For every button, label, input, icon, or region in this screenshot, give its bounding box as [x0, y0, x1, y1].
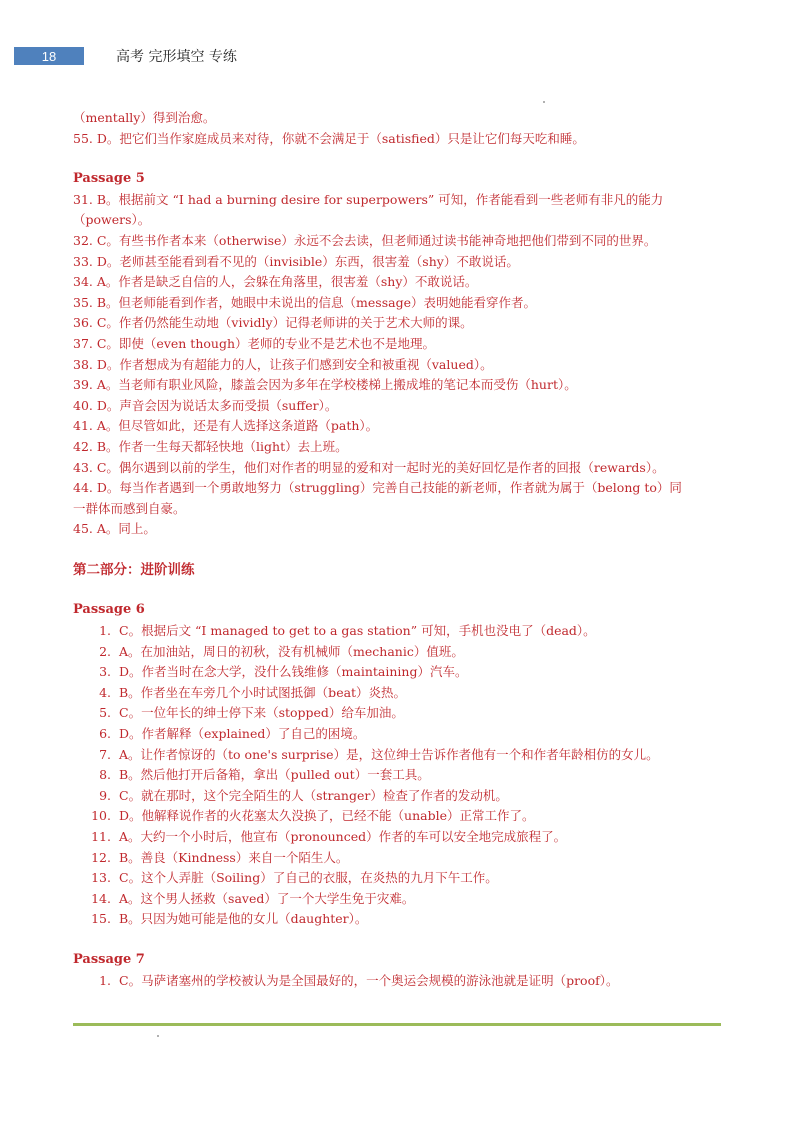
footer-divider [73, 1023, 721, 1026]
answer-item [73, 971, 733, 992]
item-text: A。让作者惊讶的（to one's surprise）是，这位绅士告诉作者他有一个和作者年龄相仿的女儿。 [119, 746, 659, 762]
item-number: 8. [99, 767, 111, 783]
answer-item [73, 827, 733, 848]
answer-item [73, 889, 733, 910]
decorative-dot [543, 101, 545, 103]
page-number-badge [14, 47, 84, 65]
item-text: A。这个男人拯救（saved）了一个大学生免于灾难。 [119, 890, 415, 906]
item-text: C。就在那时，这个完全陌生的人（stranger）检查了作者的发动机。 [119, 787, 508, 803]
answer-item [73, 786, 733, 807]
passage-5-heading: Passage 5 [73, 171, 145, 187]
answer-content [73, 108, 733, 991]
item-number: 2. [99, 643, 111, 659]
answer-line: 44. D。每当作者遇到一个勇敢地努力（struggling）完善自己技能的新老师，作者就为属于（belong to）同 [73, 480, 682, 496]
text-line: （mentally）得到治愈。 [73, 110, 216, 125]
answer-line: 34. A。作者是缺乏自信的人，会躲在角落里，很害羞（shy）不敢说话。 [73, 274, 478, 290]
answer-item [73, 683, 733, 704]
answer-item [73, 909, 733, 930]
answer-item [73, 621, 733, 642]
item-text: D。他解释说作者的火花塞太久没换了，已经不能（unable）正常工作了。 [119, 808, 535, 824]
answer-line: 37. C。即使（even though）老师的专业不是艺术也不是地理。 [73, 335, 436, 351]
item-text: C。这个人弄脏（Soiling）了自己的衣服，在炎热的九月下午工作。 [119, 870, 498, 886]
passage-7-list [73, 971, 733, 992]
answer-item [73, 662, 733, 683]
item-number: 6. [99, 726, 111, 742]
answer-item [73, 724, 733, 745]
answer-item [73, 745, 733, 766]
answer-line: 42. B。作者一生每天都轻快地（light）去上班。 [73, 438, 348, 454]
header-title: 高考 完形填空 专练 [116, 49, 237, 65]
answer-line: 39. A。当老师有职业风险，膝盖会因为多年在学校楼梯上搬成堆的笔记本而受伤（hurt）。 [73, 377, 577, 393]
answer-line: 一群体而感到自豪。 [73, 500, 186, 516]
answer-line: 33. D。老师甚至能看到看不见的（invisible）东西，很害羞（shy）不敢说话。 [73, 253, 519, 269]
item-number: 14. [91, 890, 111, 906]
item-text: B。然后他打开后备箱，拿出（pulled out）一套工具。 [119, 767, 430, 783]
item-number: 13. [91, 870, 111, 886]
answer-line: 36. C。作者仍然能生动地（vividly）记得老师讲的关于艺术大师的课。 [73, 315, 473, 331]
item-number: 9. [99, 787, 111, 803]
item-number: 11. [91, 829, 111, 844]
item-text: D。作者当时在念大学，没什么钱维修（maintaining）汽车。 [119, 664, 468, 680]
answer-line: 40. D。声音会因为说话太多而受损（suffer）。 [73, 397, 338, 413]
item-number: 1. [99, 972, 111, 988]
answer-item [73, 806, 733, 827]
answer-line: 41. A。但尽管如此，还是有人选择这条道路（path）。 [73, 418, 379, 434]
item-text: B。善良（Kindness）来自一个陌生人。 [119, 849, 349, 865]
item-text: B。只因为她可能是他的女儿（daughter）。 [119, 911, 368, 927]
page-number: 18 [41, 48, 57, 64]
item-number: 1. [99, 623, 111, 639]
item-number: 5. [99, 705, 111, 721]
decorative-dot [157, 1035, 159, 1037]
answer-line: 35. B。但老师能看到作者，她眼中未说出的信息（message）表明她能看穿作者。 [73, 294, 536, 310]
answer-line: 43. C。偶尔遇到以前的学生，他们对作者的明显的爱和对一起时光的美好回忆是作者的回报（rewards）。 [73, 459, 665, 475]
passage-7-heading: Passage 7 [73, 951, 145, 967]
item-text: C。马萨诸塞州的学校被认为是全国最好的，一个奥运会规模的游泳池就是证明（proof）。 [119, 972, 619, 988]
passage-6-list [73, 621, 733, 930]
answer-line: 38. D。作者想成为有超能力的人，让孩子们感到安全和被重视（valued）。 [73, 356, 493, 372]
item-text: C。根据后文 “I managed to get to a gas station” 可知，手机也没电了（dead）。 [119, 623, 596, 639]
item-text: D。作者解释（explained）了自己的困境。 [119, 726, 366, 742]
item-text: A。在加油站，周日的初秋，没有机械师（mechanic）值班。 [119, 643, 464, 659]
text-line: 55. D。把它们当作家庭成员来对待，你就不会满足于（satisfied）只是让它们每天吃和睡。 [73, 130, 585, 146]
answer-item [73, 848, 733, 869]
part-2-heading: 第二部分：进阶训练 [73, 561, 195, 578]
item-text: A。大约一个小时后，他宣布（pronounced）作者的车可以安全地完成旅程了。 [119, 829, 567, 844]
item-text: B。作者坐在车旁几个小时试图抵御（beat）炎热。 [119, 684, 407, 700]
answer-line: 31. B。根据前文 “I had a burning desire for superpowers” 可知，作者能看到一些老师有非凡的能力 [73, 191, 664, 207]
item-number: 3. [99, 664, 111, 680]
answer-item [73, 765, 733, 786]
answer-item [73, 703, 733, 724]
item-number: 7. [99, 746, 111, 762]
answer-item [73, 642, 733, 663]
item-number: 12. [91, 849, 111, 865]
answer-line: 32. C。有些书作者本来（otherwise）永远不会去读，但老师通过读书能神奇地把他们带到不同的世界。 [73, 232, 657, 248]
answer-line: 45. A。同上。 [73, 521, 156, 537]
item-number: 10. [91, 808, 111, 824]
answer-line: （powers）。 [73, 212, 151, 228]
item-number: 4. [99, 684, 111, 700]
item-text: C。一位年长的绅士停下来（stopped）给车加油。 [119, 705, 404, 721]
passage-6-heading: Passage 6 [73, 602, 145, 618]
item-number: 15. [91, 911, 111, 927]
answer-item [73, 868, 733, 889]
